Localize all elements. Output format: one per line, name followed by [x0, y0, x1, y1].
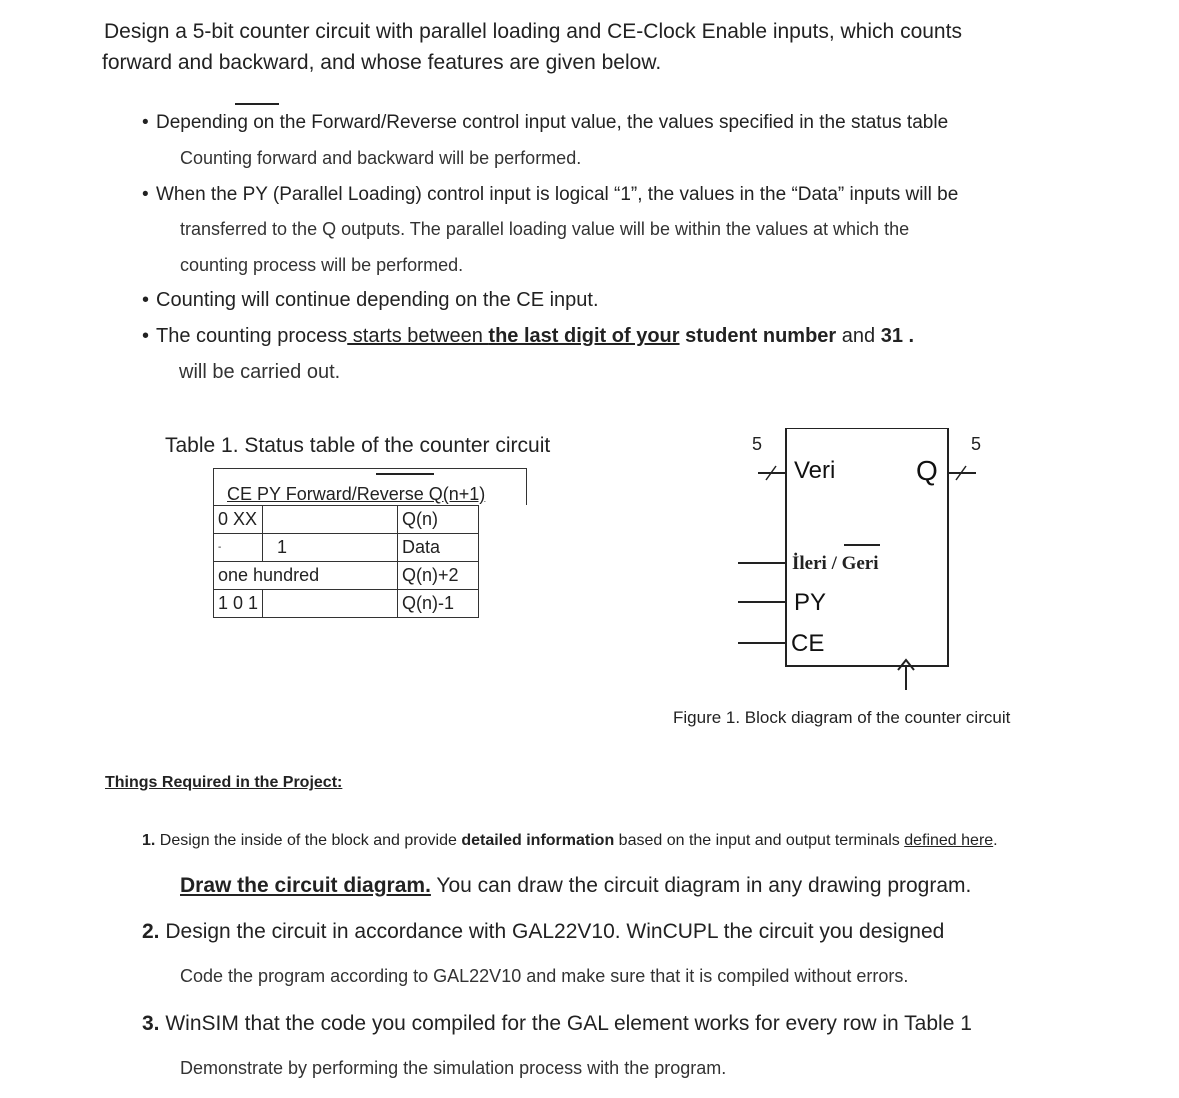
bullet-2-cont-1: transferred to the Q outputs. The parallel loading value will be within the values at which the: [180, 219, 910, 239]
bullet-dot: •: [142, 325, 150, 347]
bullet-3-text: Counting will continue depending on the CE input.: [156, 289, 599, 311]
bullet-1: [142, 112, 949, 134]
bullet-1-cont: Counting forward and backward will be performed.: [180, 148, 582, 168]
table-row: [214, 590, 479, 618]
bullet-4-post: and: [836, 325, 881, 347]
requirement-1-underlined: defined here: [904, 832, 994, 849]
table-row: [214, 562, 479, 590]
table-cell: 1: [263, 534, 398, 562]
bullet-4-mid: starts between: [347, 325, 489, 347]
requirement-3-cont: Demonstrate by performing the simulation process with the program.: [180, 1058, 727, 1078]
requirement-1-text-b: based on the input and output terminals: [614, 832, 905, 849]
bullet-4-pre: The counting process: [156, 325, 348, 347]
bullet-2-text: When the PY (Parallel Loading) control input is logical “1”, the values in the “Data” inputs will be: [156, 184, 959, 205]
bullet-dot: •: [142, 289, 150, 311]
table-cell: Data: [398, 534, 479, 562]
requirement-1-cont-underlined: Draw the circuit diagram.: [180, 874, 431, 897]
table-cell: [263, 506, 398, 534]
table-cell: Q(n)+2: [398, 562, 479, 590]
table-row: [214, 506, 479, 534]
requirement-2-number: 2.: [142, 920, 160, 943]
table-caption: Table 1. Status table of the counter circuit: [165, 434, 551, 457]
requirement-1-text-a: Design the inside of the block and provide: [155, 832, 462, 849]
requirement-3-number: 3.: [142, 1012, 160, 1035]
requirement-3: [142, 1012, 972, 1036]
bullet-4-bold: student number: [679, 325, 837, 347]
bullet-3: [142, 289, 599, 312]
bullet-dot: •: [142, 184, 149, 205]
veri-label: Veri: [794, 457, 836, 484]
requirement-3-text: WinSIM that the code you compiled for the GAL element works for every row in Table 1: [159, 1012, 972, 1035]
bullet-4-number: 31 .: [880, 325, 915, 347]
table-cell: 0 XX: [214, 506, 263, 534]
bullet-dot: •: [142, 112, 149, 133]
requirement-2: [142, 920, 944, 944]
table-header-box: [213, 468, 527, 505]
figure-caption: Figure 1. Block diagram of the counter circuit: [673, 708, 1011, 727]
requirement-2-cont: Code the program according to GAL22V10 and make sure that it is compiled without errors.: [180, 966, 909, 986]
bullet-1-text: Depending on the Forward/Reverse control input value, the values specified in the status table: [156, 112, 949, 133]
intro-paragraph: [104, 16, 962, 78]
dir-label: İleri / Geri: [792, 553, 879, 574]
bullet-4-bold-underlined: the last digit of your: [488, 325, 680, 347]
requirement-1: [142, 832, 998, 850]
bullet-2-cont-2: counting process will be performed.: [180, 255, 464, 275]
table-row: [214, 534, 479, 562]
table-cell: Q(n): [398, 506, 479, 534]
table-cell: [263, 590, 398, 618]
intro-line-1: Design a 5-bit counter circuit with parallel loading and CE-Clock Enable inputs, which counts: [104, 20, 962, 43]
bullet-4-cont: will be carried out.: [179, 361, 341, 383]
table-cell: one hundred: [214, 562, 398, 590]
requirement-1-cont-text: You can draw the circuit diagram in any drawing program.: [430, 874, 972, 897]
table-header: CE PY Forward/Reverse Q(n+1): [227, 484, 486, 504]
requirement-1-end: .: [993, 832, 998, 849]
status-table: [213, 505, 479, 618]
requirement-1-number: 1.: [142, 832, 156, 849]
bullet-2: [142, 184, 959, 206]
table-cell: Q(n)-1: [398, 590, 479, 618]
requirement-1-cont: [180, 874, 971, 898]
q-label: Q: [916, 455, 938, 486]
requirement-2-text: Design the circuit in accordance with GAL22V10. WinCUPL the circuit you designed: [159, 920, 945, 943]
table-cell: -: [214, 534, 263, 562]
ce-label: CE: [791, 630, 825, 657]
bus-width-out: 5: [971, 434, 982, 454]
reverse-overline-mark: [235, 103, 279, 105]
table-cell: 1 0 1: [214, 590, 263, 618]
bus-width-in: 5: [752, 434, 763, 454]
requirement-1-bold: detailed information: [461, 832, 615, 849]
py-label: PY: [794, 589, 827, 616]
intro-line-2: forward and backward, and whose features are given below.: [102, 51, 662, 74]
requirements-title: Things Required in the Project:: [105, 774, 343, 791]
bullet-4: [142, 325, 915, 348]
